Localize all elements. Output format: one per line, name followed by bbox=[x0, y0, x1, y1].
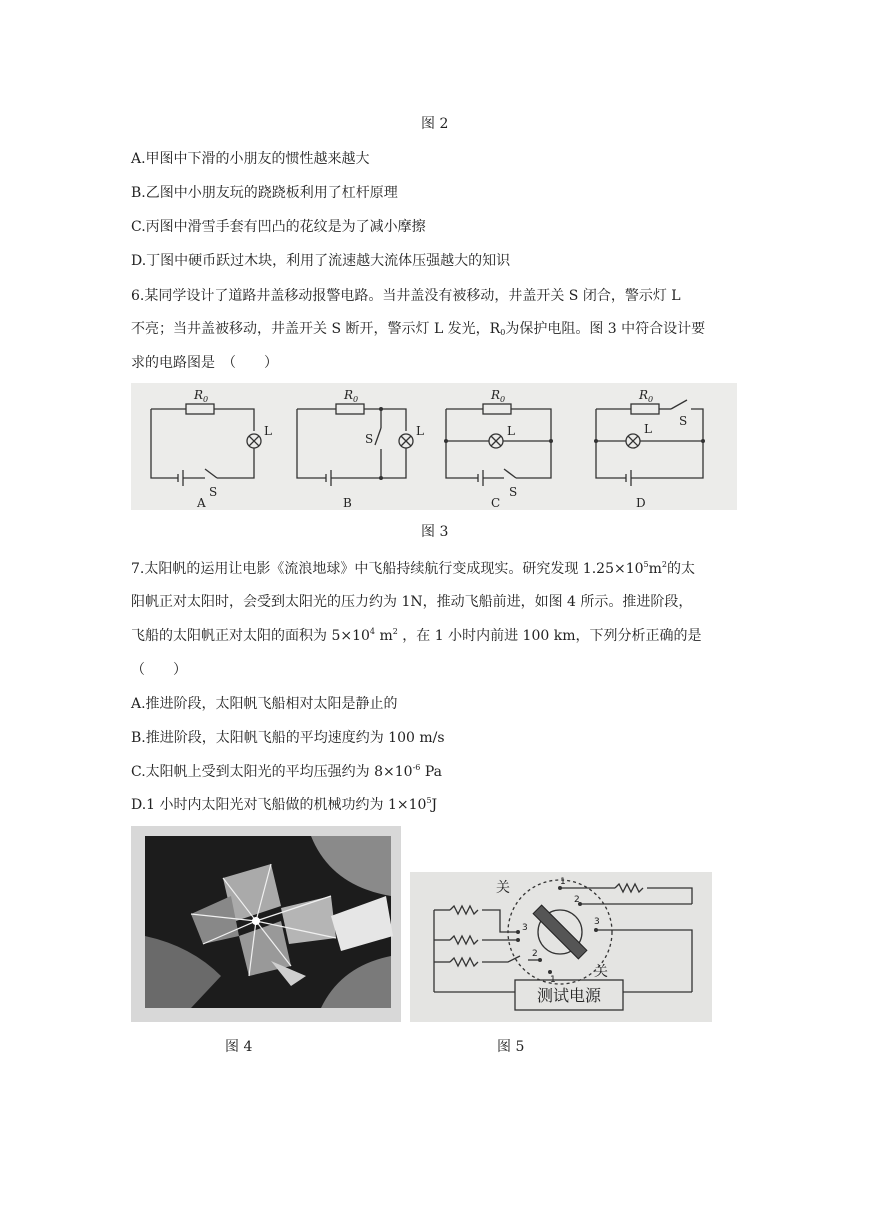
circuit-d bbox=[596, 400, 703, 486]
q6-stem-line-2b: 为保护电阻。图 3 中符合设计要 bbox=[505, 321, 706, 337]
circuit-c bbox=[446, 404, 551, 486]
circuit-c-switch-label: S bbox=[509, 485, 518, 499]
circuit-c-option-label: C bbox=[491, 496, 501, 510]
q7-stem-3a: 飞船的太阳帆正对太阳的面积为 5×10 bbox=[131, 628, 370, 644]
q5-option-b: B.乙图中小朋友玩的跷跷板利用了杠杆原理 bbox=[131, 185, 398, 201]
q7-option-c-unit: Pa bbox=[420, 764, 442, 780]
q7-option-c-exp: -6 bbox=[412, 763, 421, 772]
q7-option-c bbox=[131, 761, 442, 781]
figure-3-circuits bbox=[131, 383, 737, 510]
figure-4-caption: 图 4 bbox=[225, 1039, 253, 1055]
rotor-bar bbox=[533, 905, 587, 959]
q6-stem-line-2a: 不亮；当井盖被移动，井盖开关 S 断开，警示灯 L 发光，R bbox=[131, 321, 501, 337]
circuit-b-switch-label: S bbox=[365, 432, 374, 446]
q7-exp-1: 5 bbox=[643, 560, 649, 569]
q7-stem-line-2: 阳帆正对太阳时，会受到太阳光的压力约为 1N，推动飞船前进，如图 4 所示。推进阶段， bbox=[131, 594, 693, 610]
circuit-d-lamp-label: L bbox=[644, 422, 652, 436]
figure-3-caption: 图 3 bbox=[421, 524, 449, 540]
switch-off-label-bottom: 关 bbox=[594, 964, 608, 980]
terminal-3-left: 3 bbox=[522, 923, 528, 933]
q7-option-d-text: D.1 小时内太阳光对飞船做的机械功约为 1×10 bbox=[131, 797, 427, 813]
q7-option-a: A.推进阶段，太阳帆飞船相对太阳是静止的 bbox=[131, 696, 398, 712]
circuit-b-lamp-label: L bbox=[416, 424, 424, 438]
circuit-a-lamp-label: L bbox=[264, 424, 272, 438]
q6-stem-line-3: 求的电路图是 （ ） bbox=[131, 355, 278, 371]
q7-exp-2: 2 bbox=[661, 560, 667, 569]
terminal-2-top: 2 bbox=[574, 895, 580, 905]
q5-option-c: C.丙图中滑雪手套有凹凸的花纹是为了减小摩擦 bbox=[131, 219, 426, 235]
q7-stem-1a: 7.太阳帆的运用让电影《流浪地球》中飞船持续航行变成现实。研究发现 1.25×10 bbox=[131, 561, 644, 577]
switch-circuit-svg bbox=[410, 872, 712, 1022]
q7-option-d bbox=[131, 794, 437, 814]
circuit-c-lamp-label: L bbox=[507, 424, 515, 438]
q7-exp-3: 4 bbox=[369, 627, 375, 636]
test-power-source-label: 测试电源 bbox=[536, 986, 602, 1005]
q7-option-b: B.推进阶段，太阳帆飞船的平均速度约为 100 m/s bbox=[131, 730, 445, 746]
q7-stem-3c: ，在 1 小时内前进 100 km，下列分析正确的是 bbox=[397, 628, 702, 644]
switch-off-label-top: 关 bbox=[496, 880, 510, 896]
q7-stem-1c: 的太 bbox=[667, 561, 695, 577]
circuit-labels bbox=[193, 388, 687, 510]
figure-4-solar-sail-photo bbox=[131, 826, 401, 1022]
q5-option-d: D.丁图中硬币跃过木块，利用了流速越大流体压强越大的知识 bbox=[131, 253, 511, 269]
terminal-3-right: 3 bbox=[594, 917, 600, 927]
figure-5-caption: 图 5 bbox=[497, 1039, 525, 1055]
circuit-b bbox=[297, 404, 413, 486]
circuit-c-r0-label: $R_0$ bbox=[491, 388, 506, 404]
q6-stem-line-1: 6.某同学设计了道路井盖移动报警电路。当井盖没有被移动，井盖开关 S 闭合，警示灯 L bbox=[131, 288, 681, 304]
figure-2-caption: 图 2 bbox=[421, 116, 449, 132]
circuit-a bbox=[151, 404, 261, 486]
q7-stem-line-1 bbox=[131, 558, 695, 578]
terminal-2-left: 2 bbox=[532, 949, 538, 959]
q5-option-a: A.甲图中下滑的小朋友的惯性越来越大 bbox=[131, 151, 370, 167]
q7-option-d-exp: 5 bbox=[426, 796, 432, 805]
circuit-b-option-label: B bbox=[343, 496, 352, 510]
terminal-1-top: 1 bbox=[560, 877, 566, 887]
circuit-d-switch-label: S bbox=[679, 414, 688, 428]
circuit-a-r0-label: $R_0$ bbox=[194, 388, 209, 404]
q7-exp-4: 2 bbox=[392, 627, 398, 636]
circuit-d-option-label: D bbox=[636, 496, 646, 510]
circuit-d-r0-label: $R_0$ bbox=[639, 388, 654, 404]
circuit-diagrams-svg bbox=[131, 383, 737, 510]
figure-5-switch-circuit bbox=[410, 872, 712, 1022]
q6-r0-subscript: 0 bbox=[500, 328, 506, 337]
q7-option-d-unit: J bbox=[431, 797, 438, 813]
q6-stem-line-2 bbox=[131, 318, 705, 338]
q7-unit-3: m bbox=[375, 628, 393, 644]
q7-stem-line-3 bbox=[131, 625, 701, 645]
q7-option-c-text: C.太阳帆上受到太阳光的平均压强约为 8×10 bbox=[131, 764, 413, 780]
solar-sail-image bbox=[131, 826, 401, 1022]
terminal-1-bottom: 1 bbox=[550, 975, 556, 985]
circuit-b-r0-label: $R_0$ bbox=[344, 388, 359, 404]
q7-unit-1: m bbox=[648, 561, 662, 577]
q7-stem-line-4: （ ） bbox=[131, 662, 187, 678]
circuit-a-option-label: A bbox=[197, 496, 206, 510]
circuit-a-switch-label: S bbox=[209, 485, 218, 499]
